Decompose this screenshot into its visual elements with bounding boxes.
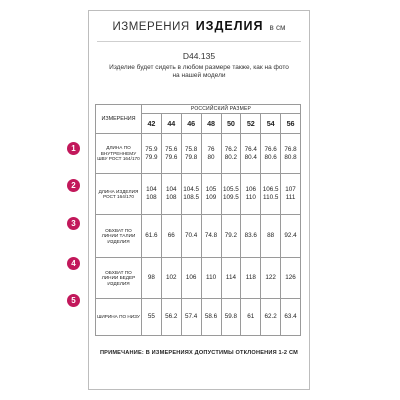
row-label: ОБХВАТ ПО ЛИНИИ БЕДЕР ИЗДЕЛИЯ (96, 258, 142, 299)
table-row (96, 215, 301, 258)
table-cell: 106 (181, 258, 201, 299)
table-cell: 57.4 (181, 299, 201, 336)
table-cell: 56.2 (161, 299, 181, 336)
table-cell: 76.4 80.4 (241, 134, 261, 174)
size-header: 54 (261, 114, 281, 134)
table-cell: 110 (201, 258, 221, 299)
table-cell: 76.6 80.6 (261, 134, 281, 174)
size-header: 52 (241, 114, 261, 134)
marker-5: 5 (67, 294, 80, 307)
table-cell: 70.4 (181, 215, 201, 258)
title-unit: в см (269, 23, 286, 32)
table-cell: 75.9 79.9 (142, 134, 162, 174)
table-row (96, 299, 301, 336)
table-row (96, 174, 301, 215)
size-header: 50 (221, 114, 241, 134)
table-cell: 76.2 80.2 (221, 134, 241, 174)
table-cell: 98 (142, 258, 162, 299)
size-chart-sheet (71, 10, 310, 390)
table-cell: 88 (261, 215, 281, 258)
marker-2: 2 (67, 179, 80, 192)
table-row (96, 134, 301, 174)
marker-3: 3 (67, 217, 80, 230)
product-code: D44.135 (182, 51, 216, 61)
table-cell: 104 108 (142, 174, 162, 215)
table-cell: 79.2 (221, 215, 241, 258)
table-cell: 58.6 (201, 299, 221, 336)
title-measurements: ИЗМЕРЕНИЯ (112, 21, 190, 33)
size-header: 56 (281, 114, 301, 134)
table-cell: 74.8 (201, 215, 221, 258)
table-cell: 76.8 80.8 (281, 134, 301, 174)
table-cell: 105.5 109.5 (221, 174, 241, 215)
table-cell: 122 (261, 258, 281, 299)
corner-header: ИЗМЕРЕНИЯ (96, 105, 142, 134)
row-label: ДЛИНА ПО ВНУТРЕННЕМУ ШВУ РОСТ 164/170 (96, 134, 142, 174)
size-group-header: РОССИЙСКИЙ РАЗМЕР (142, 105, 301, 114)
table-cell: 76 80 (201, 134, 221, 174)
table-cell: 83.6 (241, 215, 261, 258)
table-cell: 118 (241, 258, 261, 299)
table-cell: 66 (161, 215, 181, 258)
table-cell: 106 110 (241, 174, 261, 215)
table-cell: 126 (281, 258, 301, 299)
marker-1: 1 (67, 142, 80, 155)
table-cell: 63.4 (281, 299, 301, 336)
table-cell: 102 (161, 258, 181, 299)
table-cell: 75.8 79.8 (181, 134, 201, 174)
table-cell: 104.5 108.5 (181, 174, 201, 215)
table-cell: 92.4 (281, 215, 301, 258)
table-cell: 55 (142, 299, 162, 336)
table-cell: 75.6 79.6 (161, 134, 181, 174)
table-cell: 104 108 (161, 174, 181, 215)
page-title (89, 19, 309, 37)
table-cell: 61.6 (142, 215, 162, 258)
marker-4: 4 (67, 257, 80, 270)
table-cell: 105 109 (201, 174, 221, 215)
size-header: 44 (161, 114, 181, 134)
footer-note: ПРИМЕЧАНИЕ: В ИЗМЕРЕНИЯХ ДОПУСТИМЫ ОТКЛОНЕНИЯ 1-2 СМ (99, 350, 299, 356)
table-cell: 61 (241, 299, 261, 336)
row-label: ОБХВАТ ПО ЛИНИИ ТАЛИИ ИЗДЕЛИЯ (96, 215, 142, 258)
row-label: ШИРИНА ПО НИЗУ (96, 299, 142, 336)
table-cell: 59.8 (221, 299, 241, 336)
size-header: 46 (181, 114, 201, 134)
table-row (96, 258, 301, 299)
size-table (95, 104, 301, 336)
title-divider (97, 41, 301, 42)
table-cell: 62.2 (261, 299, 281, 336)
size-table-wrap (95, 104, 301, 336)
size-header: 48 (201, 114, 221, 134)
table-cell: 107 111 (281, 174, 301, 215)
title-product: ИЗДЕЛИЯ (195, 19, 264, 33)
table-body (96, 134, 301, 336)
row-label: ДЛИНА ИЗДЕЛИЯ РОСТ 164/170 (96, 174, 142, 215)
table-cell: 114 (221, 258, 241, 299)
fit-note: Изделие будет сидеть в любом размере также, как на фото на нашей модели (109, 64, 289, 79)
size-header: 42 (142, 114, 162, 134)
table-cell: 106.5 110.5 (261, 174, 281, 215)
